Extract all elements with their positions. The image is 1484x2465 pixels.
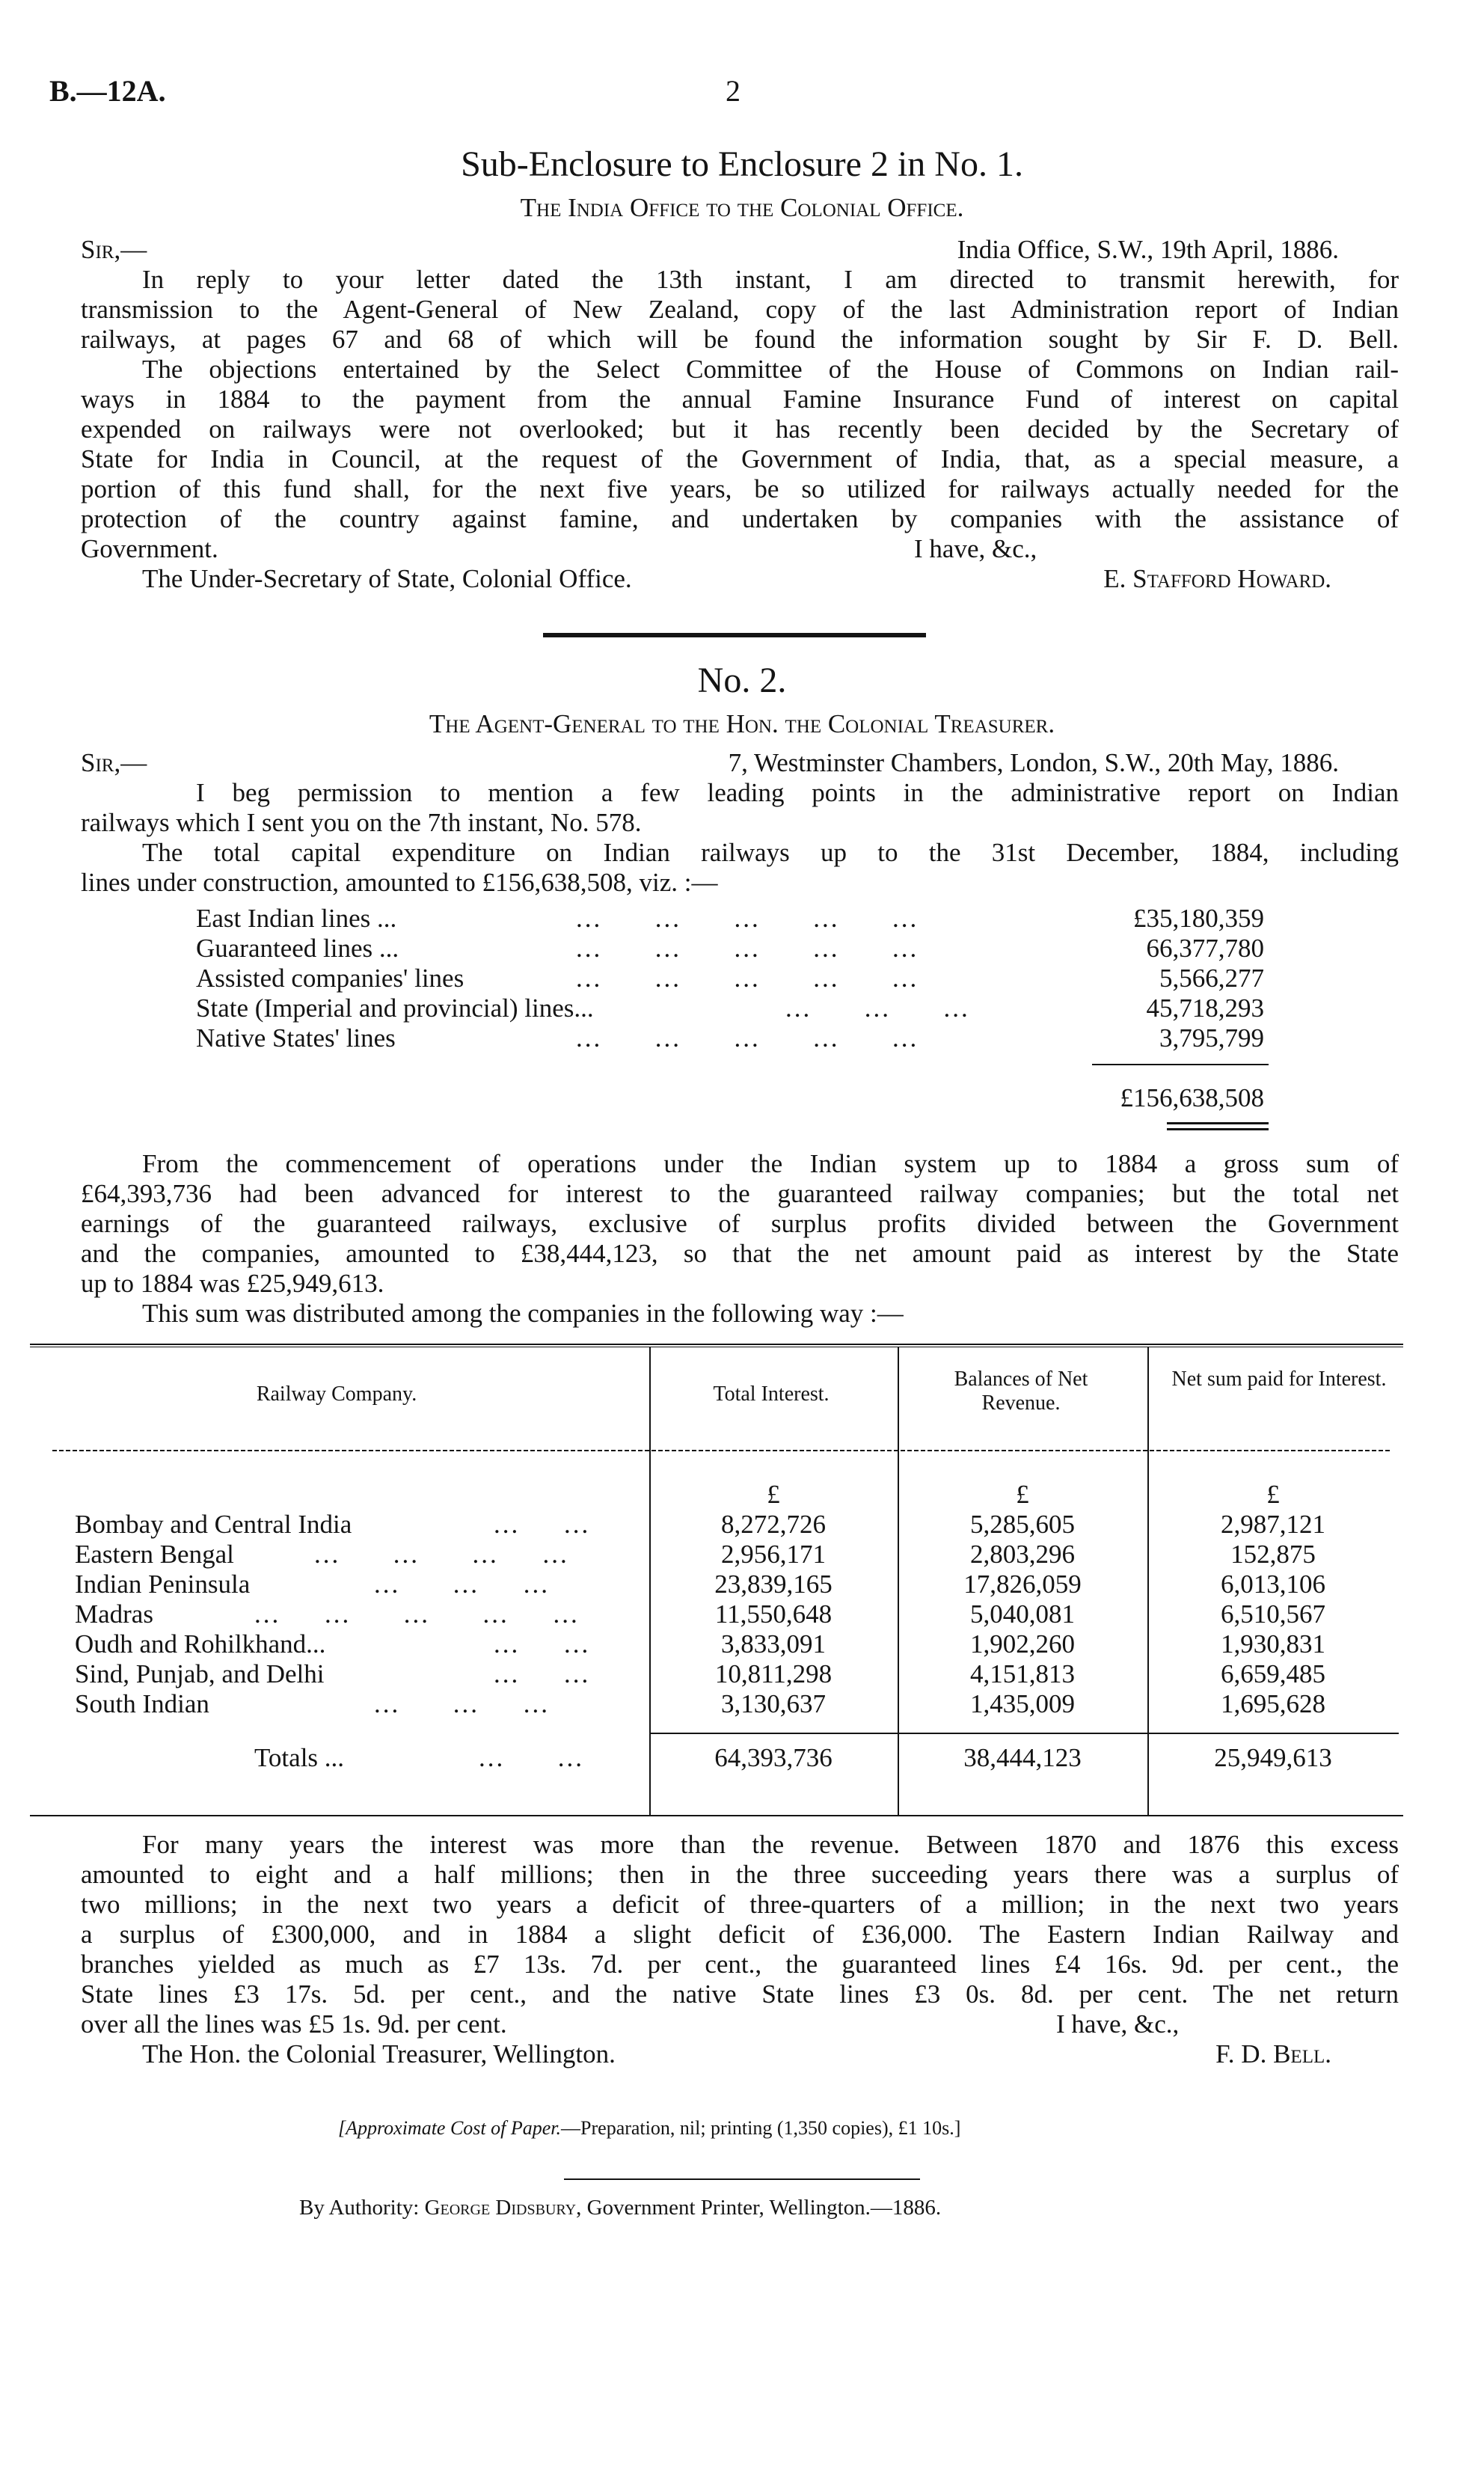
enclosure-p1-line: railways, at pages 67 and 68 of which will be found the information sought by Sir F. D. Bell. [81,325,1399,354]
table-header-rule [52,1450,1391,1451]
table-cell-balance: 1,902,260 [970,1629,1075,1659]
no2-p5-line: branches yielded as much as £7 13s. 7d. per cent., the guaranteed lines £4 16s. 9d. per cent., the [81,1950,1399,1979]
section-divider [543,633,926,637]
leader-dots: ... ... [479,1743,584,1772]
leader-dots: ... ... ... [374,1570,550,1599]
table-cell-balance: 17,826,059 [963,1570,1082,1599]
expenditure-amount: 5,566,277 [1159,964,1264,993]
no2-salutation: Sir,— [81,748,147,777]
no2-p3-line: earnings of the guaranteed railways, exclusive of surplus profits divided between the Government [81,1209,1399,1238]
no2-title: No. 2. [697,661,787,700]
enclosure-p2-line: ways in 1884 to the payment from the annual Famine Insurance Fund of interest on capital [81,385,1399,414]
no2-p5-line: State lines £3 17s. 5d. per cent., and the native State lines £3 0s. 8d. per cent. The net return [81,1979,1399,2009]
expenditure-label: Guaranteed lines ... [196,934,399,963]
no2-p2-line: lines under construction, amounted to £156,638,508, viz. :— [81,868,718,897]
no2-p5-last-line: over all the lines was £5 1s. 9d. per cent. [81,2009,507,2039]
leader-dots: ... ... ... ... ... [576,1023,919,1053]
table-cell-balance: 5,285,605 [970,1510,1075,1539]
enclosure-p2-line: The objections entertained by the Select Committee of the House of Commons on Indian rail- [142,355,1399,384]
enclosure-addressee: The Under-Secretary of State, Colonial Office. [142,564,632,593]
table-cell-company: Indian Peninsula [75,1570,251,1599]
no2-p4: This sum was distributed among the companies in the following way :— [142,1299,904,1328]
table-top-rule [30,1344,1403,1345]
table-cell-balance: 5,040,081 [970,1599,1075,1629]
authority-name: George Didsbury [424,2196,577,2220]
table-cell-net: 1,695,628 [1221,1689,1325,1718]
leader-dots: ... ... [494,1659,591,1688]
table-cell-company: Oudh and Rohilkhand... [75,1629,326,1659]
leader-dots: ... ... ... ... ... [576,964,919,993]
no2-p3-line: From the commencement of operations under the Indian system up to 1884 a gross sum of [142,1149,1399,1178]
enclosure-p2-line: portion of this fund shall, for the next five years, be so utilized for railways actually needed for the [81,474,1399,503]
table-totals-total: 64,393,736 [714,1743,833,1772]
leader-dots: ... ... ... ... [314,1540,569,1569]
totals-rule [649,1733,1399,1734]
enclosure-p2-line: State for India in Council, at the request of the Government of India, that, as a special measure, a [81,444,1399,474]
no2-subtitle: The Agent-General to the Hon. the Colonial Treasurer. [429,709,1055,738]
table-cell-company: South Indian [75,1689,209,1718]
authority-rest: , Government Printer, Wellington.—1886. [576,2196,942,2220]
leader-dots: ... ... ... ... ... [576,934,919,963]
expenditure-label: State (Imperial and provincial) lines... [196,993,594,1023]
enclosure-salutation: Sir,— [81,235,147,264]
sum-rule [1092,1064,1269,1065]
enclosure-p2-last-line: Government. [81,534,218,563]
table-totals-balance: 38,444,123 [963,1743,1082,1772]
leader-dots: ... ... ... ... ... [576,904,919,933]
leader-dots: ... ... ... ... ... [254,1599,580,1629]
unit-pound: £ [767,1480,780,1509]
table-cell-net: 6,013,106 [1221,1570,1325,1599]
no2-p2-line: The total capital expenditure on Indian railways up to the 31st December, 1884, including [142,838,1399,867]
table-cell-balance: 1,435,009 [970,1689,1075,1718]
no2-closing: I have, &c., [1056,2009,1180,2039]
table-cell-company: Eastern Bengal [75,1540,234,1569]
enclosure-closing: I have, &c., [914,534,1037,563]
enclosure-p1-line: transmission to the Agent-General of New Zealand, copy of the last Administration report of Indian [81,295,1399,324]
no2-p5-line: a surplus of £300,000, and in 1884 a slight deficit of £36,000. The Eastern Indian Railway and [81,1920,1399,1949]
footer-rule [564,2178,920,2180]
table-cell-net: 1,930,831 [1221,1629,1325,1659]
table-cell-total: 10,811,298 [714,1659,833,1688]
no2-p5-line: For many years the interest was more than the revenue. Between 1870 and 1876 this excess [142,1830,1399,1859]
unit-pound: £ [1266,1480,1280,1509]
table-cell-net: 152,875 [1230,1540,1316,1569]
no2-p3-line: and the companies, amounted to £38,444,123, so that the net amount paid as interest by the State [81,1239,1399,1268]
table-cell-net: 6,659,485 [1221,1659,1325,1688]
page-number: 2 [726,74,741,108]
cost-note-rest: —Preparation, nil; printing (1,350 copies), £1 10s.] [561,2117,961,2139]
table-cell-total: 2,956,171 [721,1540,826,1569]
table-totals-net: 25,949,613 [1214,1743,1332,1772]
document-reference: B.—12A. [49,74,166,108]
expenditure-label: East Indian lines ... [196,904,397,933]
table-totals-label: Totals ... [254,1743,345,1772]
no2-signature: F. D. Bell. [1215,2039,1331,2069]
expenditure-amount: 3,795,799 [1159,1023,1264,1053]
table-cell-balance: 2,803,296 [970,1540,1075,1569]
no2-p5-line: two millions; in the next two years a deficit of three-quarters of a million; in the next two years [81,1890,1399,1919]
authority-prefix: By Authority: [299,2196,420,2220]
enclosure-place-date: India Office, S.W., 19th April, 1886. [957,235,1339,264]
leader-dots: ... ... ... [785,993,970,1023]
table-cell-balance: 4,151,813 [970,1659,1075,1688]
no2-addressee: The Hon. the Colonial Treasurer, Wellington. [142,2039,616,2069]
enclosure-p2-line: expended on railways were not overlooked; but it has recently been decided by the Secretary of [81,414,1399,444]
no2-place-date: 7, Westminster Chambers, London, S.W., 20th May, 1886. [728,748,1339,777]
enclosure-subtitle: The India Office to the Colonial Office. [520,193,964,222]
leader-dots: ... ... [494,1510,591,1539]
table-cell-net: 2,987,121 [1221,1510,1325,1539]
table-header-company: Railway Company. [256,1382,417,1406]
table-cell-net: 6,510,567 [1221,1599,1325,1629]
no2-p1-line: railways which I sent you on the 7th instant, No. 578. [81,808,642,837]
expenditure-label: Native States' lines [196,1023,396,1053]
table-bottom-rule [30,1815,1403,1816]
total-rule [1167,1122,1269,1124]
unit-pound: £ [1016,1480,1029,1509]
expenditure-amount: £35,180,359 [1133,904,1264,933]
no2-p1-line: I beg permission to mention a few leading points in the administrative report on Indian [196,778,1399,807]
table-header-net: Net sum paid for Interest. [1171,1368,1387,1391]
expenditure-amount: 45,718,293 [1146,993,1264,1023]
total-rule [1167,1128,1269,1130]
table-header-balance: Balances of Net Revenue. [954,1368,1088,1415]
enclosure-p1-line: In reply to your letter dated the 13th instant, I am directed to transmit herewith, for [142,265,1399,294]
no2-p3-line: up to 1884 was £25,949,613. [81,1269,384,1298]
table-cell-company: Madras [75,1599,153,1629]
expenditure-amount: 66,377,780 [1146,934,1264,963]
table-cell-company: Sind, Punjab, and Delhi [75,1659,325,1688]
expenditure-label: Assisted companies' lines [196,964,464,993]
no2-p5-line: amounted to eight and a half millions; then in the three succeeding years there was a surplus of [81,1860,1399,1889]
table-cell-total: 23,839,165 [714,1570,833,1599]
table-header-total: Total Interest. [713,1382,830,1406]
enclosure-title: Sub-Enclosure to Enclosure 2 in No. 1. [461,144,1023,184]
enclosure-p2-line: protection of the country against famine, and undertaken by companies with the assistance of [81,504,1399,533]
cost-note [338,2117,960,2140]
table-cell-total: 3,833,091 [721,1629,826,1659]
table-cell-total: 8,272,726 [721,1510,826,1539]
table-cell-total: 3,130,637 [721,1689,826,1718]
authority-line [299,2196,941,2219]
expenditure-total: £156,638,508 [1120,1083,1264,1112]
table-cell-total: 11,550,648 [714,1599,833,1629]
leader-dots: ... ... [494,1629,591,1659]
table-cell-company: Bombay and Central India [75,1510,352,1539]
no2-p3-line: £64,393,736 had been advanced for interest to the guaranteed railway companies; but the total net [81,1179,1399,1208]
enclosure-signature: E. Stafford Howard. [1103,564,1331,593]
leader-dots: ... ... ... [374,1689,550,1718]
cost-note-italic: [Approximate Cost of Paper. [338,2117,562,2139]
